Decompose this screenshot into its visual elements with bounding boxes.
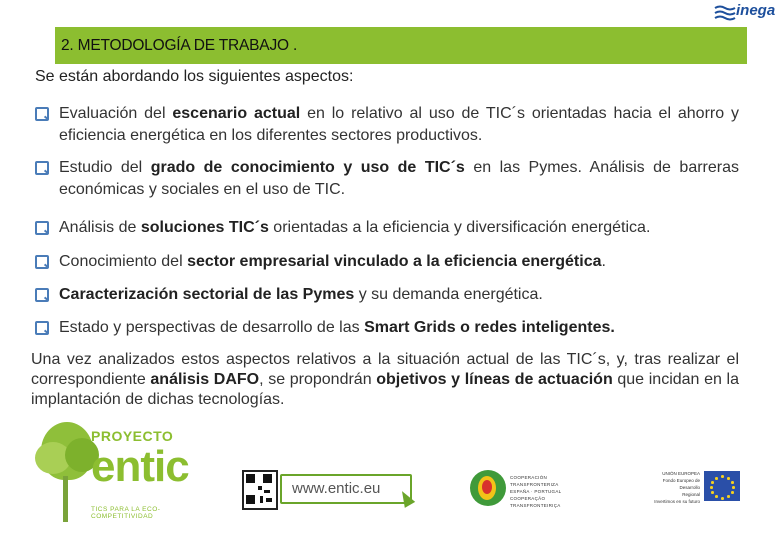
website-url[interactable]: www.entic.eu xyxy=(292,480,381,497)
checkbox-bullet-icon xyxy=(35,288,49,302)
intro-text: Se están abordando los siguientes aspectos: xyxy=(35,68,354,85)
closing-paragraph: Una vez analizados estos aspectos relativos a la situación actual de las TIC´s, y, tras realizar el correspondiente análisis DAFO, se propondrán objetivos y líneas de actuación que incidan en la implantación de dichas tecnologías. xyxy=(31,351,740,408)
list-item: Análisis de soluciones TIC´s orientadas a la eficiencia y diversificación energética. xyxy=(35,217,739,239)
entic-project-logo xyxy=(33,418,193,530)
proyecto-label: PROYECTO xyxy=(91,428,174,444)
eu-flag-icon xyxy=(704,471,740,501)
entic-tagline: TICS PARA LA ECO-COMPETITIVIDAD xyxy=(91,506,161,520)
checkbox-bullet-icon xyxy=(35,161,49,175)
inega-logo xyxy=(714,2,776,28)
list-item: Estado y perspectivas de desarrollo de las Smart Grids o redes inteligentes. xyxy=(35,317,739,339)
inega-logo-text: inega xyxy=(736,2,776,19)
section-title: 2. METODOLOGÍA DE TRABAJO . xyxy=(61,37,298,54)
list-item: Caracterización sectorial de las Pymes y su demanda energética. xyxy=(35,284,739,306)
checkbox-bullet-icon xyxy=(35,255,49,269)
inega-waves-icon xyxy=(714,4,736,22)
entic-wordmark: entic xyxy=(91,442,189,491)
poctep-emblem-icon xyxy=(470,470,506,506)
section-header-bar xyxy=(55,27,747,64)
cursor-arrow-icon xyxy=(397,488,415,508)
list-item: Conocimiento del sector empresarial vinculado a la eficiencia energética. xyxy=(35,251,739,273)
website-url-box[interactable] xyxy=(280,474,412,504)
checkbox-bullet-icon xyxy=(35,321,49,335)
checkbox-bullet-icon xyxy=(35,221,49,235)
list-item: Estudio del grado de conocimiento y uso de TIC´s en las Pymes. Análisis de barreras económicas y sociales en el uso de TIC. xyxy=(35,157,739,201)
checkbox-bullet-icon xyxy=(35,107,49,121)
website-badge[interactable] xyxy=(242,470,412,512)
poctep-logo: COOPERACIÓN TRANSFRONTERIZA ESPAÑA · PORTUGAL COOPERAÇÃO TRANSFRONTEIRIÇA xyxy=(470,468,590,512)
eu-feder-logo: UNIÓN EUROPEA Fondo Europeo de Desarrollo Regional Invertimos en su futuro xyxy=(648,468,740,512)
list-item: Evaluación del escenario actual en lo relativo al uso de TIC´s orientadas hacia el ahorro y eficiencia energética en los diferentes sectores productivos. xyxy=(35,103,739,147)
qr-code-icon xyxy=(242,470,278,510)
